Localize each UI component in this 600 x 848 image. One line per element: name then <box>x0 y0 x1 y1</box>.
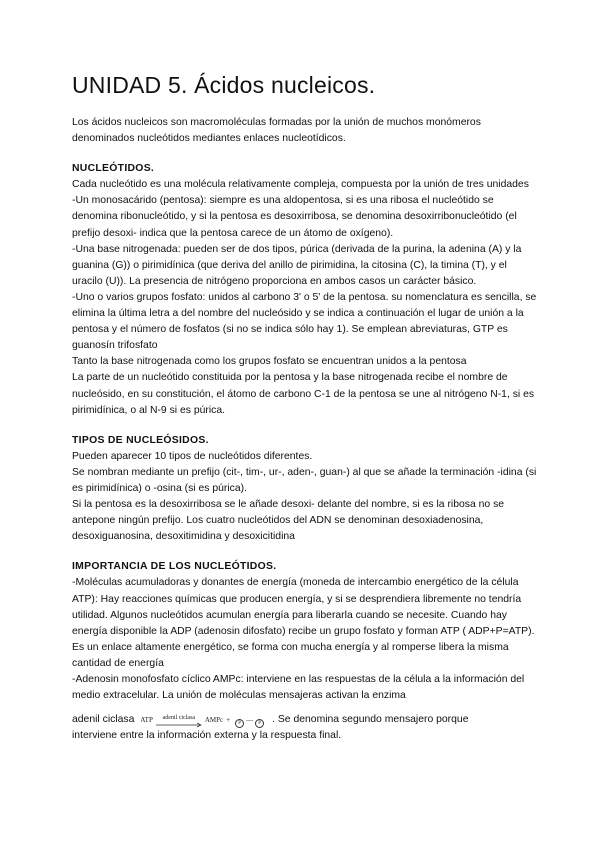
section-heading: IMPORTANCIA DE LOS NUCLEÓTIDOS. <box>72 561 277 573</box>
paragraph: Si la pentosa es la desoxirribosa se le añade desoxi- delante del nombre, si es la ribosa no se antepone ningún prefijo. Los cuatro nucleótidos del ADN se denominan desoxiadenosina, desoxiguanosina, desoxitimidina y desoxicitidina <box>72 499 505 543</box>
formula-dash: — <box>246 716 254 725</box>
formula-plus: + <box>226 716 231 725</box>
section-tipos-nucleosidos <box>72 433 538 546</box>
phosphate-circle: P <box>255 719 264 728</box>
closing-paragraph: interviene entre la información externa y la respuesta final. <box>72 730 342 742</box>
paragraph: -Una base nitrogenada: pueden ser de dos tipos, púrica (derivada de la purina, la adenina (A) y la guanina (G)) o pirimidínica (que deriva del anillo de pirimidina, la citosina (C), la timina (T), y el uracilo (U)). La presencia de nitrógeno proporciona en ambos casos un carácter básico. <box>72 243 522 287</box>
phosphate-circle: P <box>235 719 244 728</box>
paragraph: -Un monosacárido (pentosa): siempre es una aldopentosa, si es una ribosa el nucleótido se denomina ribonucleótido, y si la pentosa es desoxirribosa, se denomina desoxirribonucleótido (el prefijo desoxi- indica que la pentosa carece de un átomo de oxígeno). <box>72 195 517 239</box>
paragraph: Tanto la base nitrogenada como los grupos fosfato se encuentran unidos a la pentosa <box>72 356 467 368</box>
document-title: UNIDAD 5. Ácidos nucleicos. <box>72 72 376 98</box>
formula-suffix-text: . Se denomina segundo mensajero porque <box>272 714 469 726</box>
formula-product: AMPc <box>204 716 224 725</box>
reaction-arrow <box>156 715 202 728</box>
paragraph: -Uno o varios grupos fosfato: unidos al carbono 3' o 5' de la pentosa. su nomenclatura es sencilla, se elimina la última letra a del nombre del nucleósido y se indica a continuación el lugar de unión a la pentosa y el número de fosfatos (si no se indica sólo hay 1). Se emplean abreviaturas, GTP es guanosín trifosfato <box>72 291 537 352</box>
section-nucleotidos <box>72 161 538 419</box>
reaction-formula <box>140 712 266 728</box>
paragraph: -Moléculas acumuladoras y donantes de energía (moneda de intercambio energético de la célula ATP): Hay reacciones químicas que producen energía, y si se desprendiera libremente no tendría utilidad. Algunos nucleótidos acumulan energía para liberarla cuando se necesite. Cuando hay energía disponible la ADP (adenosin difosfato) recibe un grupo fosfato y forman ATP ( ADP+P=ATP). Es un enlace altamente energético, se forma con mucha energía y al romperse libera la misma cantidad de energía <box>72 577 535 669</box>
paragraph: Cada nucleótido es una molécula relativamente compleja, compuesta por la unión de tres unidades <box>72 179 529 191</box>
paragraph: Pueden aparecer 10 tipos de nucleótidos diferentes. <box>72 450 313 462</box>
formula-reactant: ATP <box>140 716 153 725</box>
formula-enzyme: adenil ciclasa <box>162 715 196 722</box>
section-heading: NUCLEÓTIDOS. <box>72 163 155 175</box>
section-heading: TIPOS DE NUCLEÓSIDOS. <box>72 434 209 446</box>
intro-paragraph: Los ácidos nucleicos son macromoléculas formadas por la unión de muchos monómeros denominados nucleótidos mediantes enlaces nucleotídicos. <box>72 117 481 145</box>
section-importancia <box>72 559 538 744</box>
paragraph: -Adenosin monofosfato cíclico AMPc: interviene en las respuestas de la célula a la información del medio extracelular. La unión de moléculas mensajeras activan la enzima <box>72 674 525 702</box>
document-page <box>72 72 538 744</box>
paragraph: Se nombran mediante un prefijo (cit-, tim-, ur-, aden-, guan-) al que se añade la terminación -idina (si es pirimidínica) o -osina (si es púrica). <box>72 466 537 494</box>
formula-line <box>72 712 538 728</box>
paragraph: La parte de un nucleótido constituida por la pentosa y la base nitrogenada recibe el nombre de nucleósido, en su constitución, el átomo de carbono C-1 de la pentosa se une al nitrógeno N-1, si es pirimidínica, o al N-9 si es púrica. <box>72 372 535 416</box>
formula-prefix-text: adenil ciclasa <box>72 714 135 726</box>
